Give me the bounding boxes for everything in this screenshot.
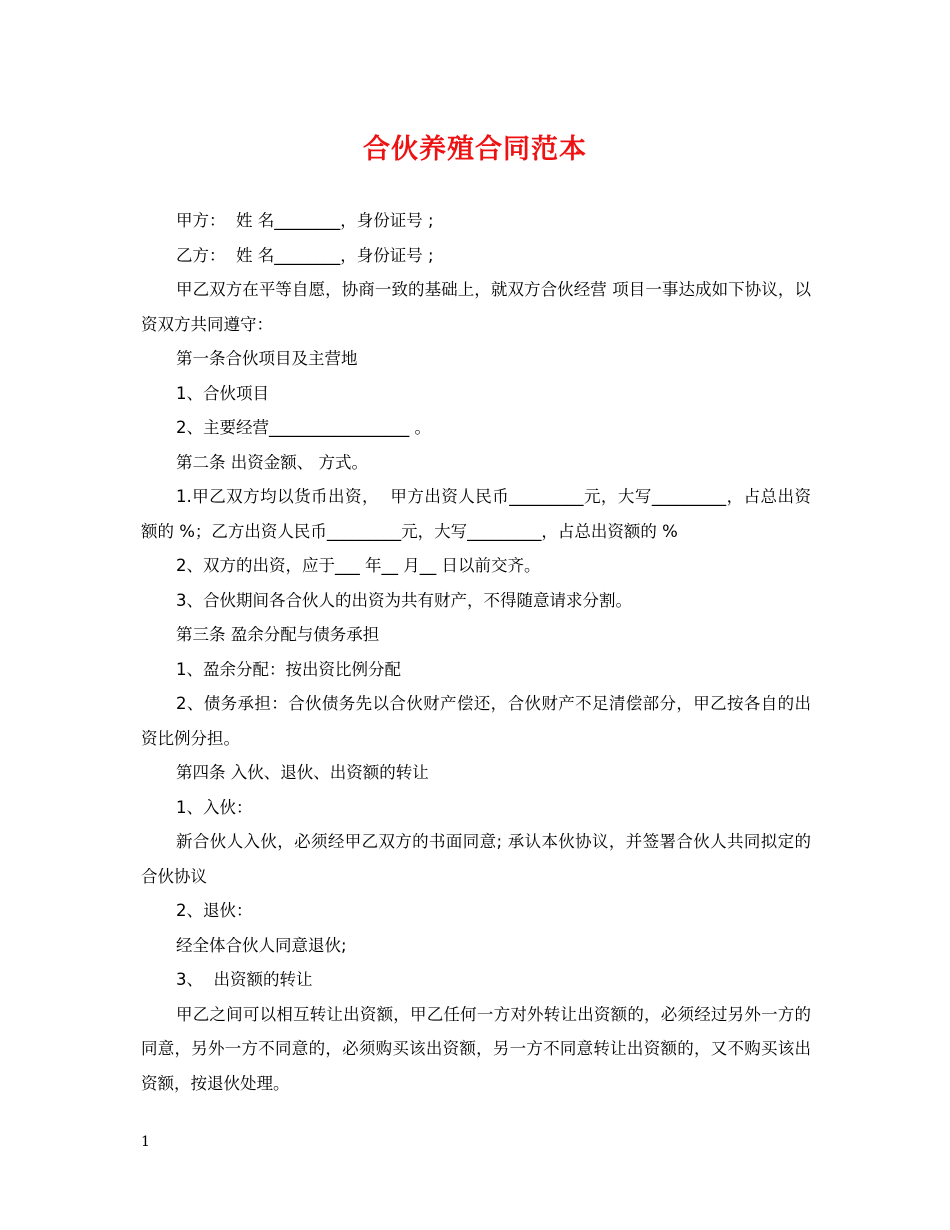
article-4-item-3: 3、 出资额的转让 <box>176 970 313 989</box>
article-2-item-2: 2、双方的出资，应于___ 年__ 月__ 日以前交齐。 <box>176 556 541 575</box>
article-4-heading: 第四条 入伙、退伙、出资额的转让 <box>176 763 429 782</box>
article-4-item-1-text: 新合伙人入伙，必须经甲乙双方的书面同意; 承认本伙协议，并签署合伙人共同拟定的合伙协议 <box>141 832 811 886</box>
article-4-item-1: 1、入伙： <box>176 797 253 817</box>
article-4-item-2-text: 经全体合伙人同意退伙; <box>176 935 347 955</box>
party-a-line: 甲方： 姓 名________，身份证号 ; <box>176 211 434 230</box>
article-1-heading: 第一条合伙项目及主营地 <box>176 349 358 368</box>
article-4-item-3-text: 甲乙之间可以相互转让出资额，甲乙任何一方对外转让出资额的，必须经过另外一方的同意，另外一方不同意的，必须购买该出资额，另一方不同意转让出资额的，又不购买该出资额，按退伙处理。 <box>141 1004 811 1093</box>
article-2-heading: 第二条 出资金额、 方式。 <box>176 452 368 472</box>
party-b-line: 乙方： 姓 名________，身份证号 ; <box>176 245 434 265</box>
preamble-paragraph: 甲乙双方在平等自愿，协商一致的基础上，就双方合伙经营 项目一事达成如下协议，以 资双方共同遵守： <box>141 280 817 334</box>
article-1-item-1: 1、合伙项目 <box>176 383 269 403</box>
article-2-item-3: 3、合伙期间各合伙人的出资为共有财产，不得随意请求分割。 <box>176 590 632 610</box>
article-3-item-2: 2、债务承担：合伙债务先以合伙财产偿还，合伙财产不足清偿部分，甲乙按各自的出资比例分担。 <box>141 694 811 748</box>
page-number: 1 <box>141 1134 150 1150</box>
article-3-item-1: 1、盈余分配：按出资比例分配 <box>176 659 401 679</box>
article-4-item-2: 2、退伙： <box>176 901 253 920</box>
article-2-item-1: 1.甲乙双方均以货币出资， 甲方出资人民币_________元，大写_________，占总出资额的 %；乙方出资人民币_________元，大写_________，占总出资额的 % <box>141 487 811 541</box>
article-1-item-2: 2、主要经营_________________ 。 <box>176 418 431 437</box>
document-body <box>141 204 817 1101</box>
article-3-heading: 第三条 盈余分配与债务承担 <box>176 625 380 644</box>
document-title: 合伙养殖合同范本 <box>363 134 587 165</box>
